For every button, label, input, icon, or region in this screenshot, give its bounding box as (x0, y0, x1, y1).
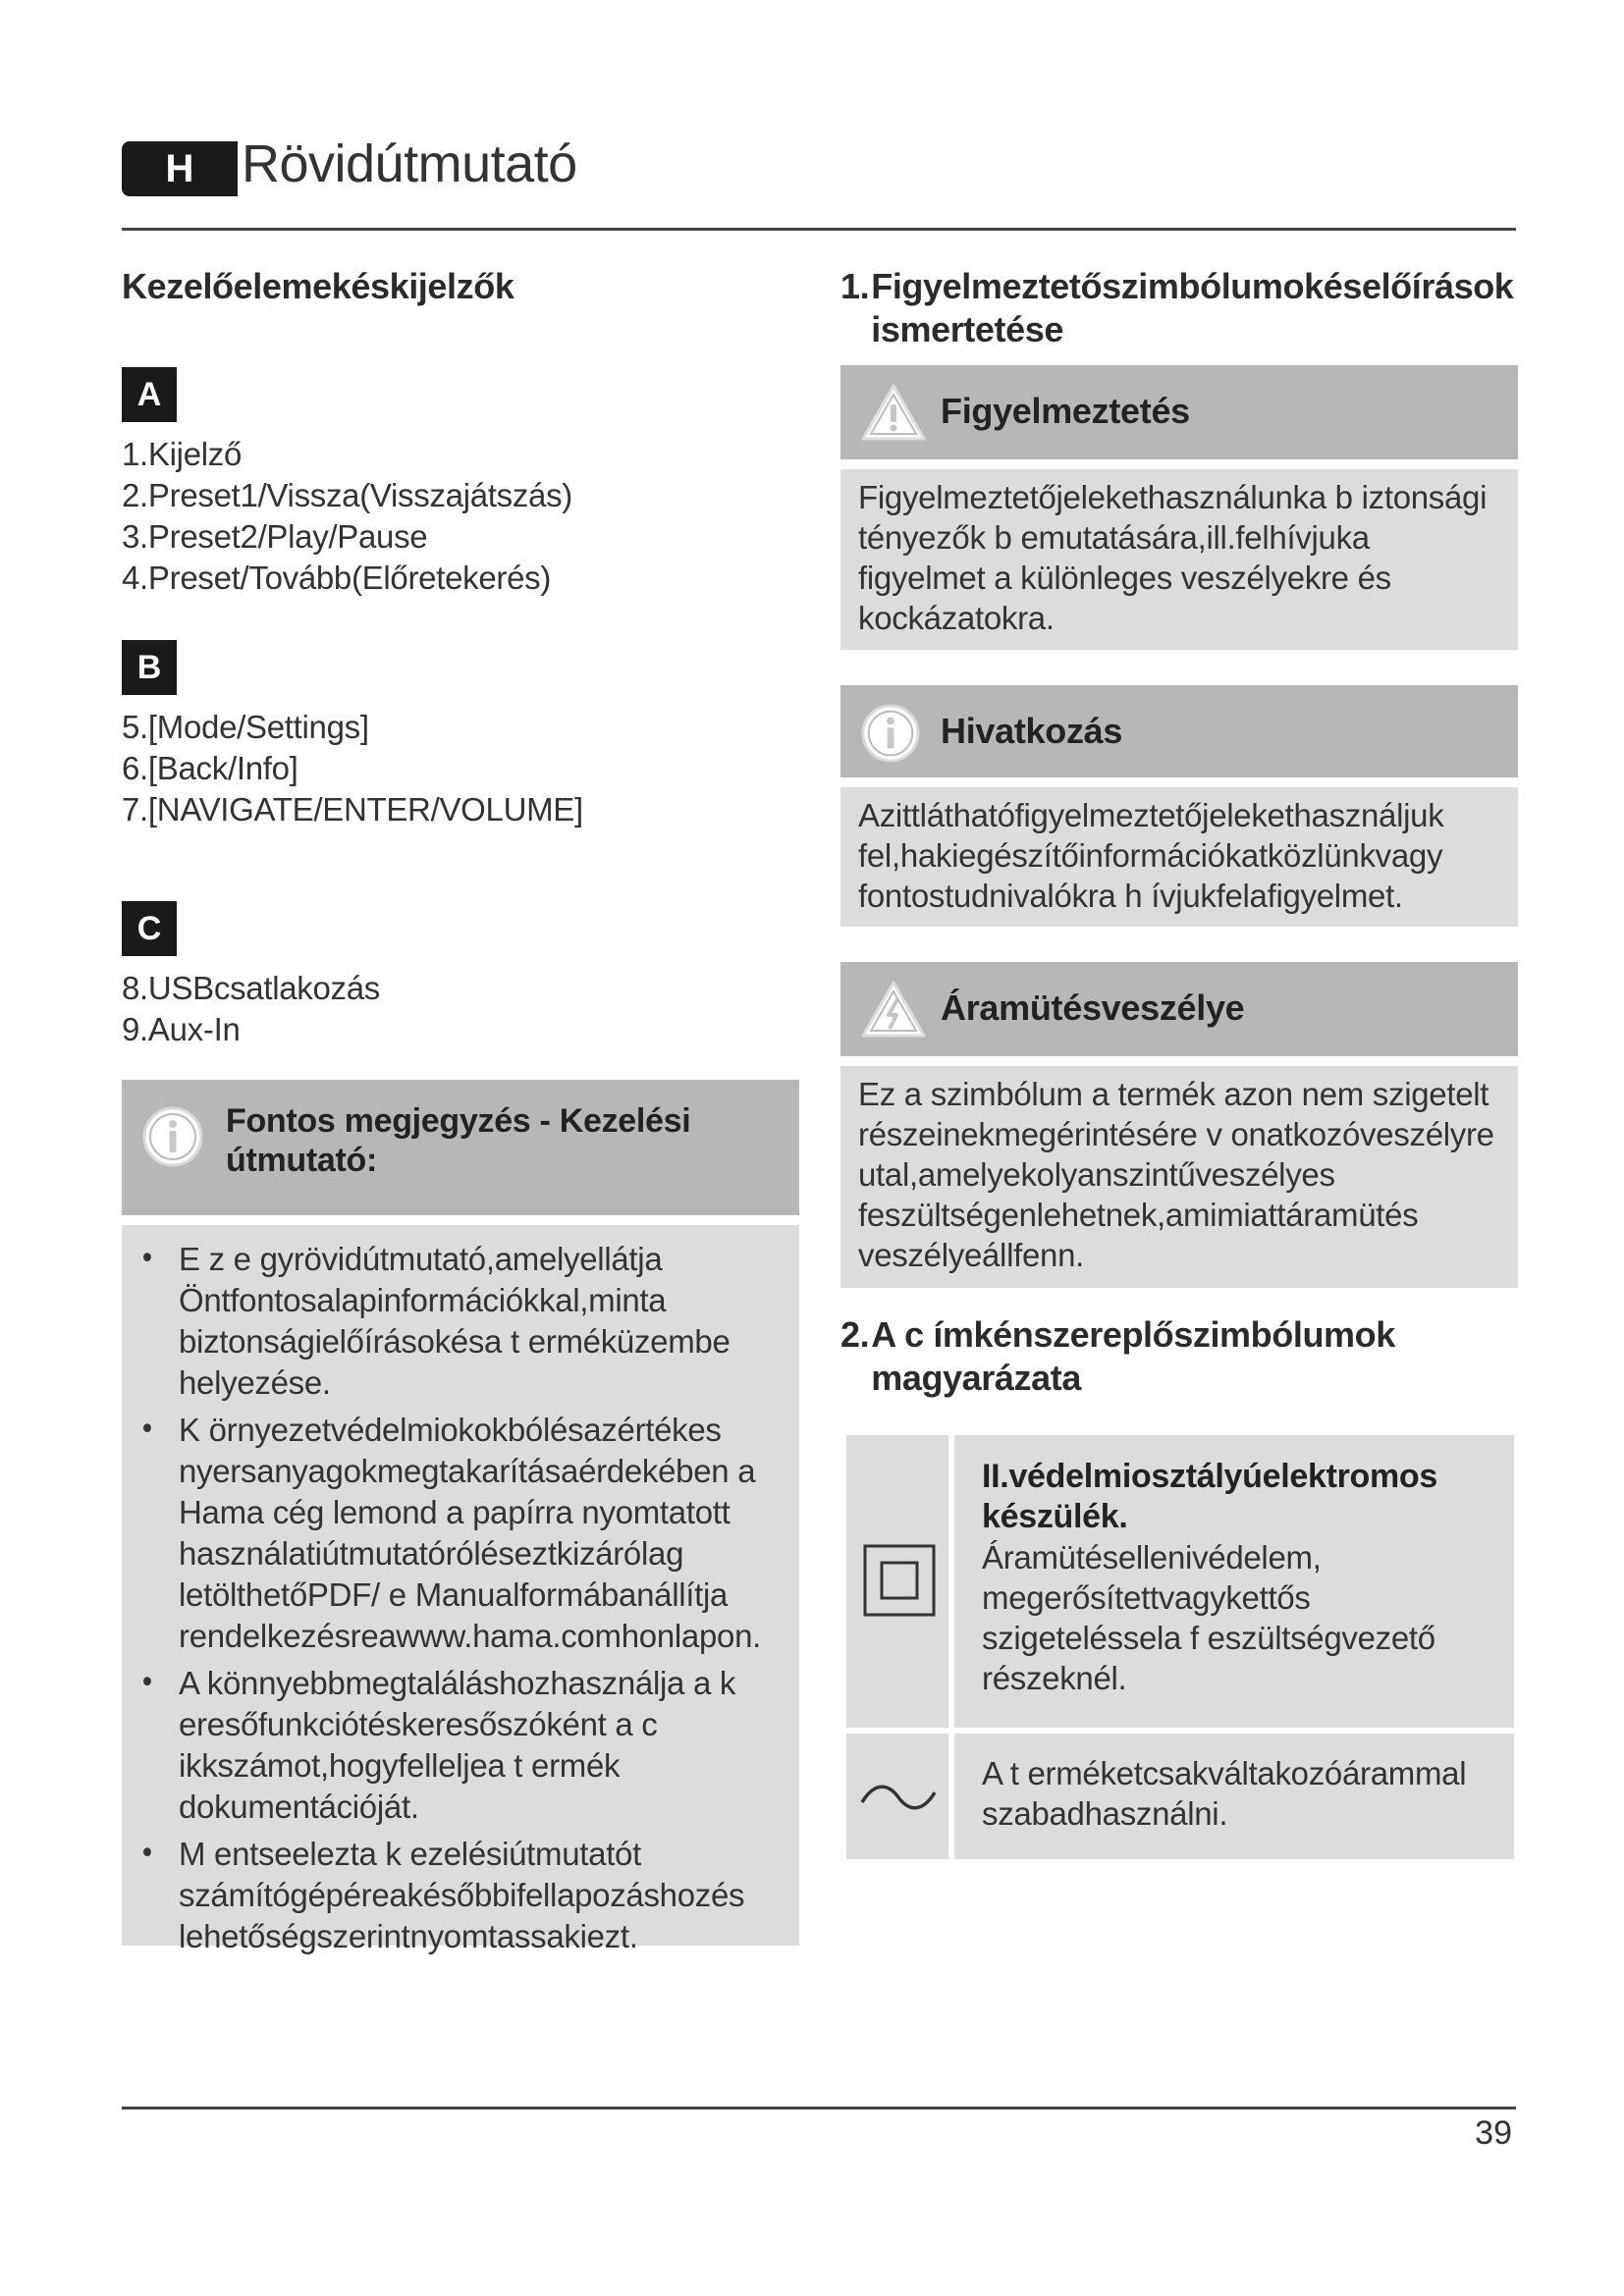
section-b (122, 640, 799, 830)
shock-warning-header (840, 962, 1518, 1056)
list-item: • A könnyebbmegtaláláshozhasználja a k eresőfunkciótéskeresőszóként a c ikkszámot,hogyfelleljea t ermék dokumentációját. (139, 1663, 780, 1828)
control-item: 6.[Back/Info] (122, 750, 298, 786)
warning-text: Figyelmeztetőjelekethasználunka b iztonsági tényezők b emutatására,ill.felhívjuka figyelmet a különleges veszélyekre és kockázatokra. (858, 479, 1488, 636)
control-item: 2.Preset1/Vissza(Visszajátszás) (122, 477, 573, 513)
controls-column (122, 265, 799, 1050)
warning-box (840, 365, 1518, 650)
bullet-text: M entseelezta k ezelésiútmutatót számítógépéreakésőbbifellapozáshozés lehetőségszerintnyomtassakiezt. (179, 1836, 745, 1954)
section-badge-c: C (122, 901, 177, 956)
warning-body (840, 469, 1518, 650)
language-badge: H (122, 141, 238, 196)
bullet-text: E z e gyrövidútmutató,amelyellátja Öntfontosalapinformációkkal,minta biztonságielőírásokésa t erméküzembe helyezése. (179, 1241, 731, 1401)
reference-body (840, 787, 1518, 927)
reference-title: Hivatkozás (941, 711, 1123, 751)
info-icon (860, 703, 921, 768)
control-item: 7.[NAVIGATE/ENTER/VOLUME] (122, 791, 583, 828)
note-header (122, 1080, 799, 1215)
warning-header (840, 365, 1518, 459)
symbols-column (840, 265, 1518, 1400)
control-item: 1.Kijelző (122, 436, 243, 472)
table-row (846, 1435, 1514, 1728)
section-badge-a: A (122, 367, 177, 422)
shock-warning-box (840, 962, 1518, 1288)
note-title: Fontos megjegyzés - Kezelési útmutató: (226, 1102, 691, 1179)
info-icon (141, 1105, 204, 1172)
symbol-description (954, 1435, 1514, 1728)
warning-triangle-icon (860, 383, 927, 446)
ac-wave-icon (858, 1781, 939, 1818)
shock-warning-text: Ez a szimbólum a termék azon nem szigetelt részeinekmegérintésére v onatkozóveszélyre utal,amelyekolyanszintűveszélyes feszültségenlehetnek,amimiattáramütés veszélyeállfenn. (858, 1076, 1494, 1273)
control-item: 9.Aux-In (122, 1011, 241, 1047)
control-item: 4.Preset/Tovább(Előretekerés) (122, 560, 552, 596)
reference-text: Azittláthatófigyelmeztetőjelekethasználjuk fel,hakiegészítőinformációkatközlünkvagy fontostudnivalókra h ívjukfelafigyelmet. (858, 797, 1444, 914)
section-c (122, 901, 799, 1050)
document-title: Rövidútmutató (242, 134, 577, 193)
symbol-text: Áramütésellenivédelem, megerősítettvagykettős szigeteléssela f eszültségvezető részeknél. (982, 1539, 1435, 1696)
footer-divider (122, 2107, 1516, 2109)
section-a (122, 367, 799, 599)
page-number: 39 (1475, 2114, 1512, 2152)
list-item: • M entseelezta k ezelésiútmutatót számítógépéreakésőbbifellapozáshozés lehetőségszerintnyomtassakiezt. (139, 1834, 780, 1957)
list-item: • E z e gyrövidútmutató,amelyellátja Öntfontosalapinformációkkal,minta biztonságielőírásokésa t erméküzembe helyezése. (139, 1239, 780, 1404)
symbol-text: A t erméketcsakváltakozóárammal szabadhasználni. (982, 1755, 1467, 1832)
reference-box (840, 685, 1518, 927)
controls-heading: Kezelőelemekéskijelzők (122, 266, 514, 306)
symbol-title: II.védelmiosztályúelektromos készülék. (982, 1458, 1437, 1535)
reference-header (840, 685, 1518, 777)
important-note-box (122, 1080, 799, 1954)
double-square-icon (862, 1543, 937, 1622)
label-symbols-heading: 2. A c ímkénszereplőszimbólumok magyarázata (840, 1314, 1395, 1398)
symbol-description (954, 1734, 1514, 1859)
shock-warning-body (840, 1066, 1518, 1288)
control-item: 3.Preset2/Play/Pause (122, 518, 428, 555)
bullet-text: K örnyezetvédelmiokokbólésazértékes nyersanyagokmegtakarításaérdekében a Hama cég lemond a papírra nyomtatott használatiútmutatóróléseztkizárólag letölthetőPDF/ e Manualformábanállítja rendelkezésreawww.hama.comhonlapon. (179, 1412, 762, 1654)
section-badge-b: B (122, 640, 177, 695)
shock-warning-title: Áramütésveszélye (941, 988, 1245, 1028)
header-divider (122, 228, 1516, 231)
symbol-cell (846, 1435, 948, 1728)
bullet-text: A könnyebbmegtaláláshozhasználja a k eresőfunkciótéskeresőszóként a c ikkszámot,hogyfelleljea t ermék dokumentációját. (179, 1665, 736, 1825)
warning-symbols-heading: 1. Figyelmeztetőszimbólumokéselőírások ismertetése (840, 266, 1514, 349)
control-item: 8.USBcsatlakozás (122, 970, 380, 1006)
control-item: 5.[Mode/Settings] (122, 709, 369, 745)
symbol-cell (846, 1734, 948, 1859)
table-row (846, 1734, 1514, 1859)
list-item: • K örnyezetvédelmiokokbólésazértékes nyersanyagokmegtakarításaérdekében a Hama cég lemond a papírra nyomtatott használatiútmutatóróléseztkizárólag letölthetőPDF/ e Manualformábanállítja rendelkezésreawww.hama.comhonlapon. (139, 1410, 780, 1657)
note-body (122, 1225, 799, 1954)
warning-title: Figyelmeztetés (941, 391, 1190, 431)
symbol-table (846, 1435, 1514, 1865)
electric-shock-icon (860, 980, 927, 1042)
